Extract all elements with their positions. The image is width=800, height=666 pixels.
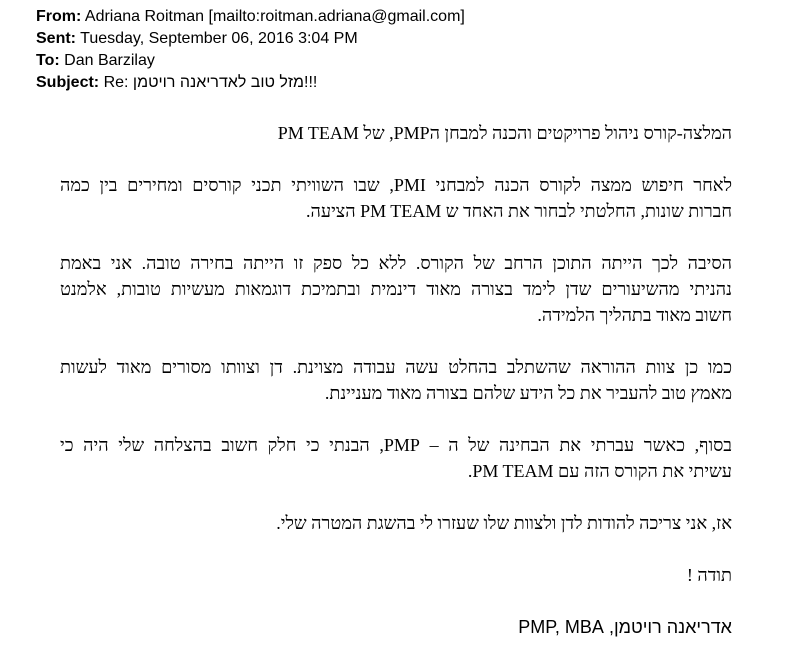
body-line: עשיתי את הקורס הזה עם PM TEAM. xyxy=(467,461,732,481)
body-line: הסיבה לכך הייתה התוכן הרחב של הקורס. ללא כל ספק זו הייתה בחירה טובה. אני באמת xyxy=(60,253,732,273)
email-header xyxy=(36,6,776,94)
paragraph-team xyxy=(60,354,732,406)
subject-label: Subject: xyxy=(36,74,100,91)
from-label: From: xyxy=(36,8,82,25)
subject-value: Re: מזל טוב לאדריאנה רויטמן!!! xyxy=(103,74,318,91)
paragraph-thanks-team xyxy=(60,510,732,536)
email-body xyxy=(60,120,732,666)
from-row xyxy=(36,6,776,28)
body-line: מאמץ טוב להעביר את כל הידע שלהם בצורה מאוד מעניינת. xyxy=(324,383,732,403)
body-line: בסוף, כאשר עברתי את הבחינה של ה – PMP, הבנתי כי חלק חשוב בהצלחה שלי היה כי xyxy=(60,435,732,455)
sent-label: Sent: xyxy=(36,30,76,47)
body-line: נהניתי מהשיעורים שדן לימד בצורה מאוד דינמית ובתמיכת דוגמאות מעשיות טובות, אלמנט xyxy=(60,279,732,299)
to-row xyxy=(36,50,776,72)
signature xyxy=(60,614,732,640)
body-line: חברות שונות, החלטתי לבחור את האחד ש PM TEAM הציעה. xyxy=(306,201,732,221)
body-line: חשוב מאוד בתהליך הלמידה. xyxy=(537,305,732,325)
subject-row xyxy=(36,72,776,94)
to-value: Dan Barzilay xyxy=(64,52,155,69)
sent-row xyxy=(36,28,776,50)
body-line: המלצה-קורס ניהול פרויקטים והכנה למבחן הPMP, של PM TEAM xyxy=(277,123,732,143)
paragraph-thank-you xyxy=(60,562,732,588)
body-line: כמו כן צוות ההוראה שהשתלב בהחלט עשה עבודה מצוינת. דן וצוותו מסורים מאוד לעשות xyxy=(60,357,732,377)
body-line: אז, אני צריכה להודות לדן ולצוות שלו שעזרו לי בהשגת המטרה שלי. xyxy=(276,513,732,533)
paragraph-reason xyxy=(60,250,732,328)
body-line: תודה ! xyxy=(686,565,732,585)
paragraph-exam xyxy=(60,432,732,484)
body-line: לאחר חיפוש ממצה לקורס הכנה למבחני PMI, שבו השוויתי תכני קורסים ומחירים בין כמה xyxy=(60,175,732,195)
paragraph-search xyxy=(60,172,732,224)
from-value: Adriana Roitman [mailto:roitman.adriana@gmail.com] xyxy=(84,8,465,25)
paragraph-title xyxy=(60,120,732,146)
to-label: To: xyxy=(36,52,60,69)
signature-line: אדריאנה רויטמן, PMP, MBA xyxy=(518,617,732,637)
sent-value: Tuesday, September 06, 2016 3:04 PM xyxy=(80,30,358,47)
